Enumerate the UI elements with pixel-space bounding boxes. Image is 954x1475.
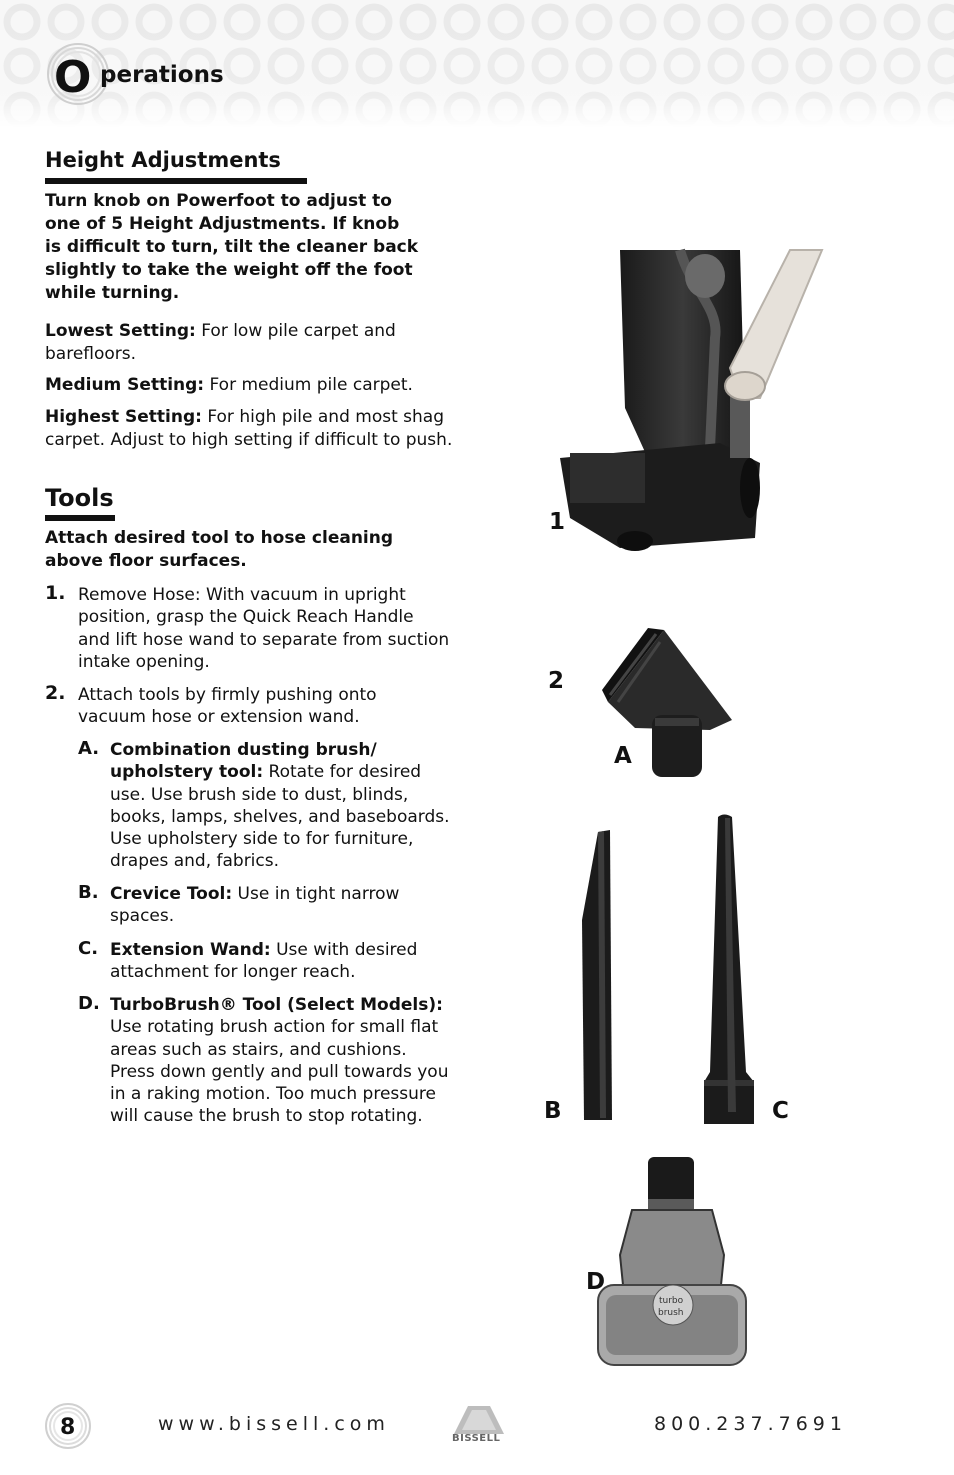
subitem-letter: C. xyxy=(78,938,99,959)
subitem-letter: A. xyxy=(78,738,100,759)
footer-phone: 800.237.7691 xyxy=(654,1413,847,1435)
step-line: vacuum hose or extension wand. xyxy=(78,707,360,728)
lowest-setting xyxy=(45,320,396,365)
page-number: 8 xyxy=(60,1415,76,1440)
step-number: 2. xyxy=(45,682,66,704)
intro-line: slightly to take the weight off the foot xyxy=(45,260,413,280)
section-title: perations xyxy=(100,62,224,88)
step-text xyxy=(78,584,449,673)
figure-label-a: A xyxy=(614,743,632,769)
subitem-c xyxy=(110,939,417,984)
subitem-b xyxy=(110,883,399,928)
intro-line: one of 5 Height Adjustments. If knob xyxy=(45,214,400,234)
tools-intro xyxy=(45,527,393,573)
height-heading-rule xyxy=(45,178,307,184)
figure-label-b: B xyxy=(544,1098,562,1124)
subitem-label: TurboBrush® Tool (Select Models): xyxy=(110,995,443,1015)
setting-label: Medium Setting: xyxy=(45,375,205,395)
figure-label-c: C xyxy=(772,1098,789,1124)
height-heading: Height Adjustments xyxy=(45,148,281,172)
subitem-line: in a raking motion. Too much pressure xyxy=(110,1084,436,1105)
setting-text: For low pile carpet and xyxy=(195,321,396,341)
intro-line: above floor surfaces. xyxy=(45,551,247,571)
intro-line: Attach desired tool to hose cleaning xyxy=(45,528,394,548)
setting-text: For medium pile carpet. xyxy=(204,375,413,395)
subitem-line: drapes and, fabrics. xyxy=(110,851,280,872)
setting-text: For high pile and most shag xyxy=(201,407,445,427)
extension-wand-illustration xyxy=(700,812,760,1127)
subitem-line: use. Use brush side to dust, blinds, xyxy=(110,784,409,805)
subitem-line: Use with desired xyxy=(270,940,418,960)
page-number-badge xyxy=(44,1402,92,1450)
subitem-line: books, lamps, shelves, and baseboards. xyxy=(110,806,450,827)
figure-label-d: D xyxy=(586,1269,606,1295)
setting-text-cont: barefloors. xyxy=(45,343,137,364)
subitem-label: Combination dusting brush/ xyxy=(110,740,377,760)
subitem-line: Use rotating brush action for small flat xyxy=(110,1017,439,1038)
subitem-letter: D. xyxy=(78,993,100,1014)
highest-setting xyxy=(45,406,452,451)
setting-text-cont: carpet. Adjust to high setting if difficult to push. xyxy=(45,429,453,450)
subitem-letter: B. xyxy=(78,882,99,903)
tools-heading: Tools xyxy=(45,484,114,512)
subitem-line: attachment for longer reach. xyxy=(110,962,356,983)
intro-line: while turning. xyxy=(45,283,180,303)
subitem-line: will cause the brush to stop rotating. xyxy=(110,1106,423,1127)
subitem-line: areas such as stairs, and cushions. xyxy=(110,1039,407,1060)
step-line: Attach tools by firmly pushing onto xyxy=(78,685,377,705)
footer-website: www.bissell.com xyxy=(158,1413,390,1435)
intro-line: Turn knob on Powerfoot to adjust to xyxy=(45,191,392,211)
figure-label-2: 2 xyxy=(548,668,565,694)
step-line: intake opening. xyxy=(78,651,210,672)
subitem-line: Use upholstery side to for furniture, xyxy=(110,829,414,850)
vacuum-upright-illustration xyxy=(540,248,830,558)
step-line: position, grasp the Quick Reach Handle xyxy=(78,607,414,628)
intro-line: is difficult to turn, tilt the cleaner back xyxy=(45,237,419,257)
subitem-a xyxy=(110,739,450,873)
subitem-label: Crevice Tool: xyxy=(110,884,233,904)
subitem-line: Use in tight narrow xyxy=(232,884,400,904)
step-line: and lift hose wand to separate from suction xyxy=(78,629,450,650)
subitem-line: Press down gently and pull towards you xyxy=(110,1061,449,1082)
turbobrush-illustration xyxy=(596,1155,748,1370)
subitem-label: upholstery tool: xyxy=(110,762,264,783)
bissell-logo xyxy=(446,1404,512,1446)
brand-text: BISSELL xyxy=(452,1433,501,1444)
step-line: Remove Hose: With vacuum in upright xyxy=(78,585,406,605)
setting-label: Lowest Setting: xyxy=(45,321,196,341)
height-intro xyxy=(45,190,418,305)
turbo-logo-line1: turbo xyxy=(659,1296,684,1306)
tools-heading-rule xyxy=(45,515,115,521)
crevice-tool-illustration xyxy=(574,830,619,1125)
step-text xyxy=(78,684,377,729)
subitem-d xyxy=(110,994,448,1128)
setting-label: Highest Setting: xyxy=(45,407,202,427)
subitem-line: Rotate for desired xyxy=(263,762,422,783)
figure-label-1: 1 xyxy=(549,509,566,535)
subitem-line: spaces. xyxy=(110,906,175,927)
title-initial: O xyxy=(54,52,92,103)
medium-setting xyxy=(45,374,413,397)
step-number: 1. xyxy=(45,582,66,604)
turbo-logo-line2: brush xyxy=(658,1308,684,1318)
subitem-label: Extension Wand: xyxy=(110,940,271,960)
